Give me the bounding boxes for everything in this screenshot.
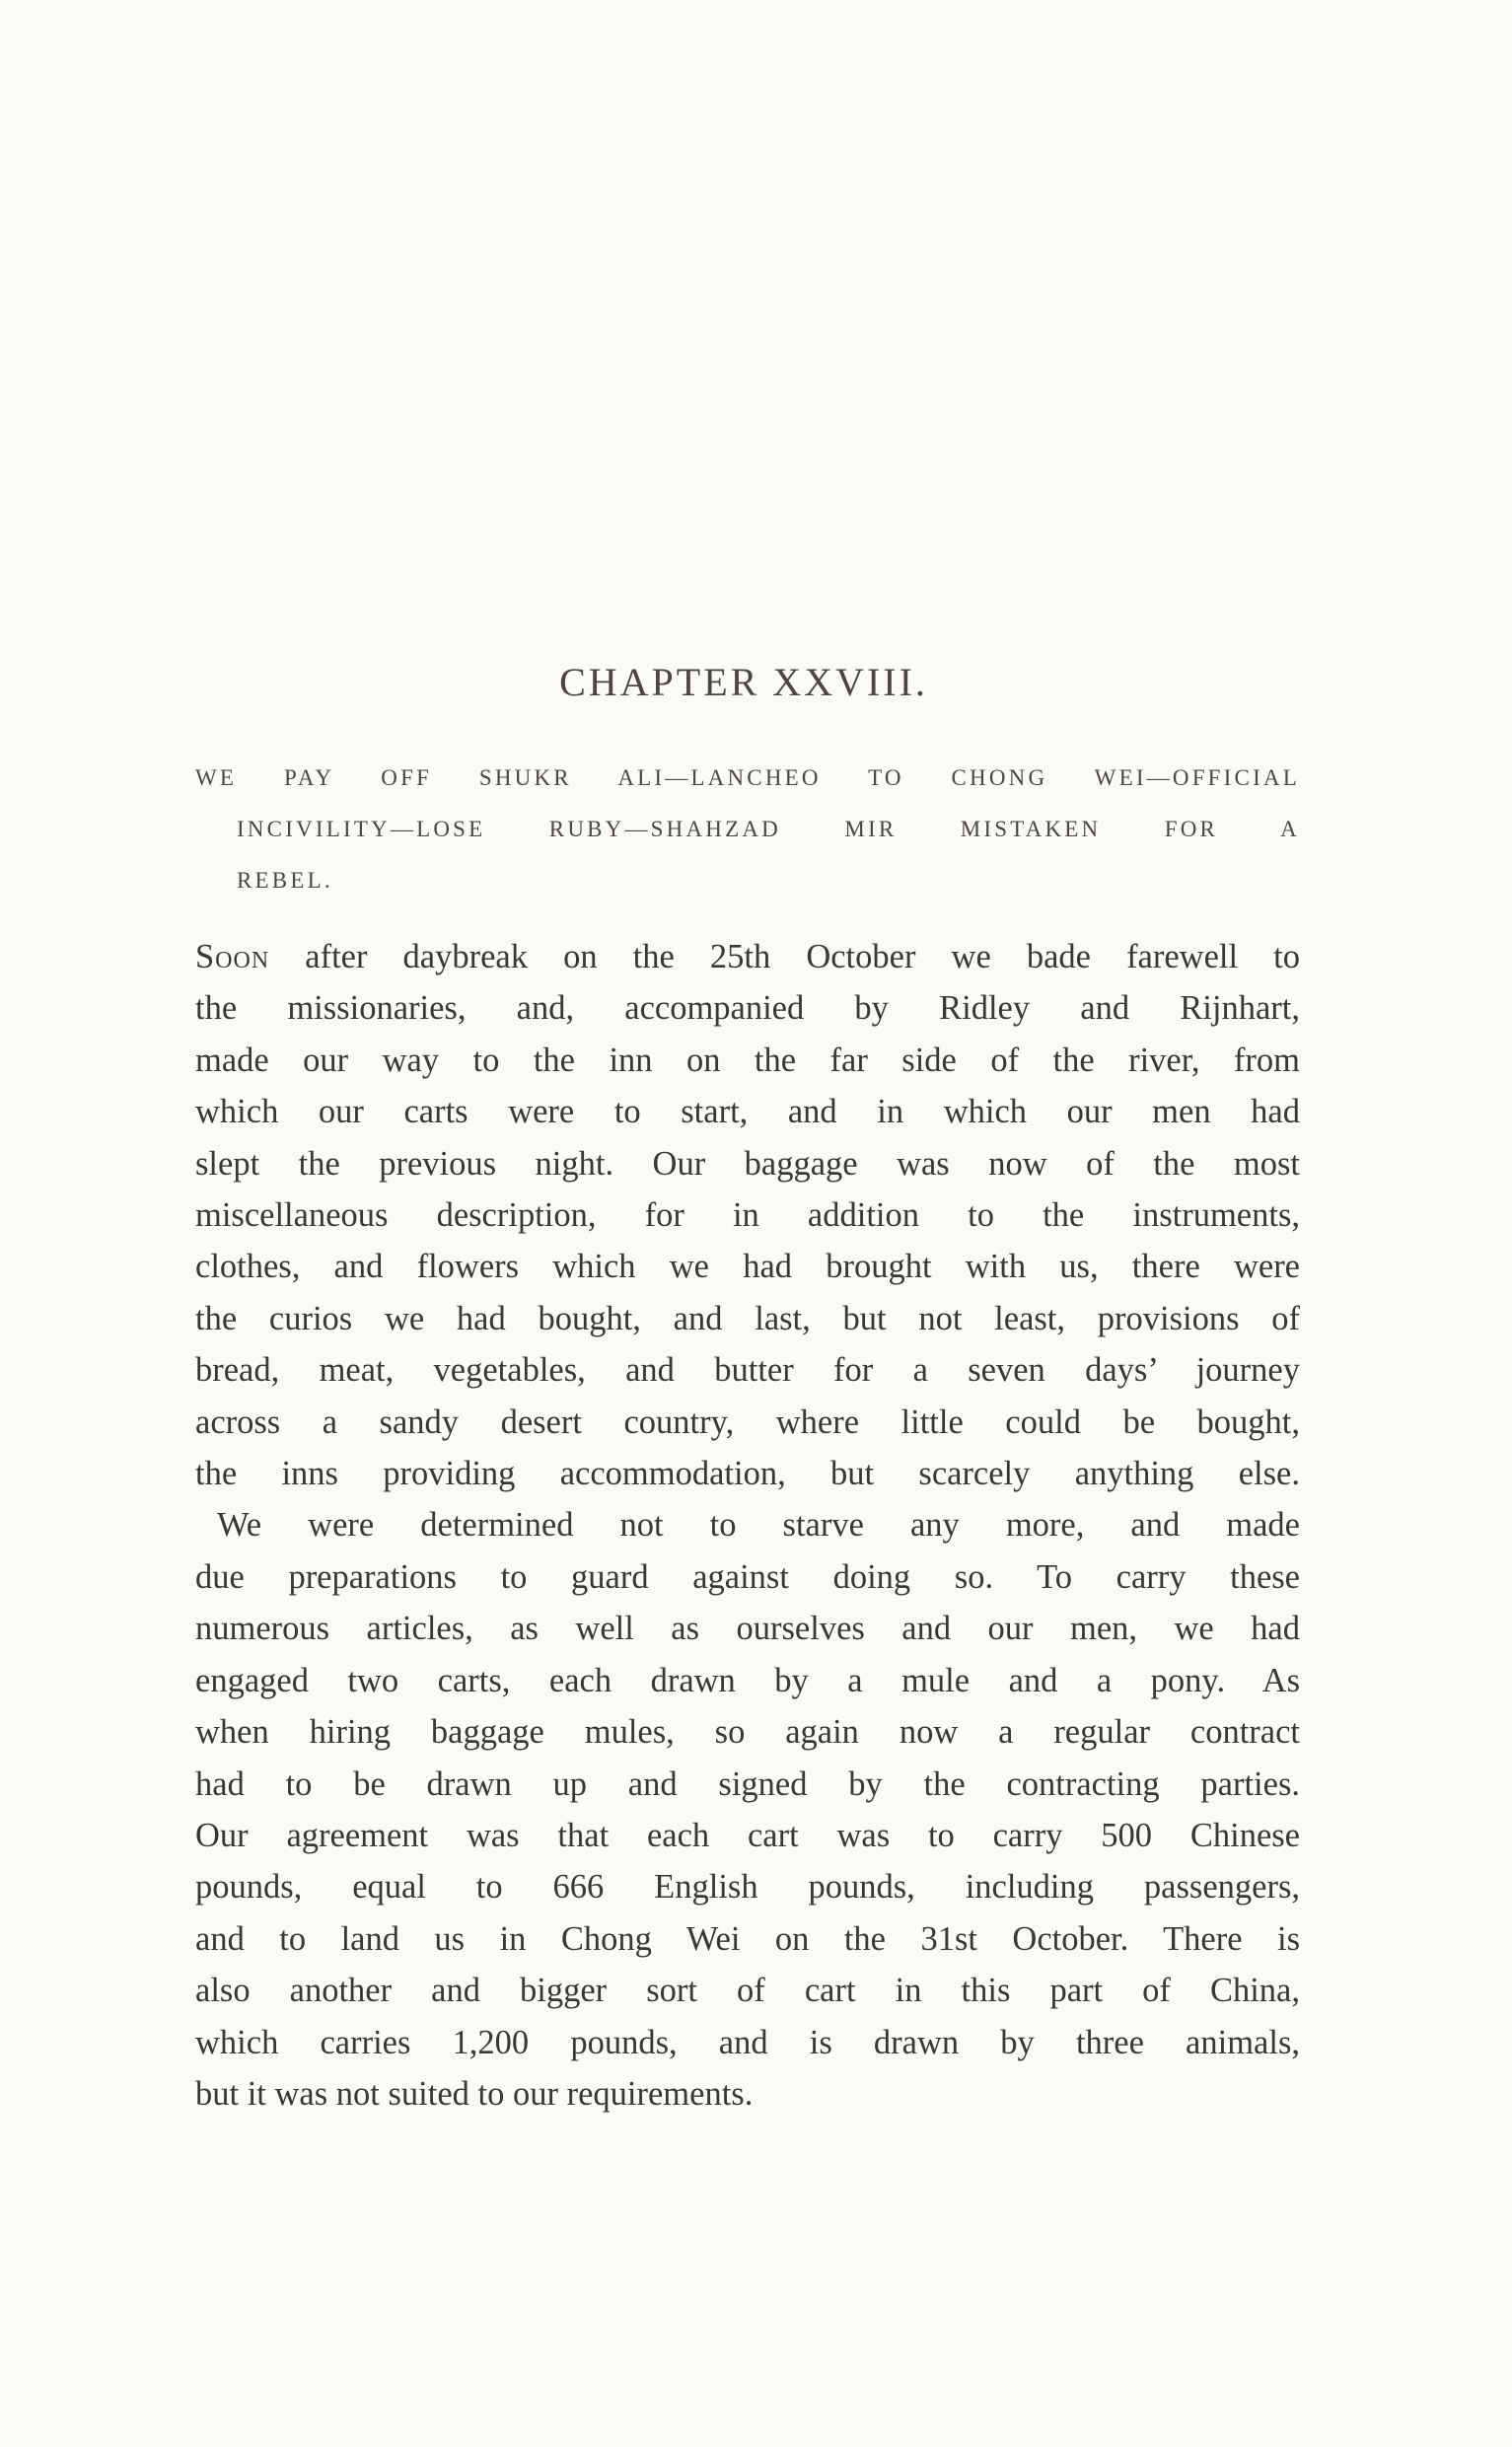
body-line: slept the previous night. Our baggage was now of the most xyxy=(195,1144,1300,1183)
chapter-title: CHAPTER XXVIII. xyxy=(559,660,928,704)
summary-line: INCIVILITY—LOSE RUBY—SHAHZAD MIR MISTAKEN FOR A xyxy=(237,817,1300,841)
drop-word: Soon xyxy=(195,938,270,975)
body-line: numerous articles, as well as ourselves and our men, we had xyxy=(195,1610,1300,1648)
body-line: which our carts were to start, and in which our men had xyxy=(195,1093,1300,1131)
body-line: pounds, equal to 666 English pounds, including passengers, xyxy=(195,1868,1300,1907)
body-line: bread, meat, vegetables, and butter for a seven days’ journey xyxy=(195,1351,1300,1390)
body-line: when hiring baggage mules, so again now a regular contract xyxy=(195,1713,1300,1752)
body-line: and to land us in Chong Wei on the 31st October. There is xyxy=(195,1919,1300,1958)
body-line: also another and bigger sort of cart in this part of China, xyxy=(195,1972,1300,2010)
body-line: across a sandy desert country, where little could be bought, xyxy=(195,1403,1300,1441)
body-line: clothes, and flowers which we had brought with us, there were xyxy=(195,1248,1300,1286)
body-line xyxy=(195,931,1300,982)
body-line: but it was not suited to our requirements. xyxy=(195,2074,754,2113)
body-line: had to be drawn up and signed by the contracting parties. xyxy=(195,1764,1300,1803)
chapter-summary xyxy=(195,753,1300,906)
body-text xyxy=(195,931,1300,2120)
body-line: which carries 1,200 pounds, and is drawn by three animals, xyxy=(195,2023,1300,2061)
body-line: miscellaneous description, for in addition to the instruments, xyxy=(195,1196,1300,1235)
summary-line: WE PAY OFF SHUKR ALI—LANCHEO TO CHONG WEI—OFFICIAL xyxy=(195,765,1300,790)
summary-line: REBEL. xyxy=(237,868,333,893)
body-line: We were determined not to starve any more, and made xyxy=(217,1506,1300,1545)
body-line: engaged two carts, each drawn by a mule and a pony. As xyxy=(195,1661,1300,1699)
body-line: the inns providing accommodation, but scarcely anything else. xyxy=(195,1455,1300,1493)
body-line: made our way to the inn on the far side of the river, from xyxy=(195,1041,1300,1079)
body-line: the missionaries, and, accompanied by Ridley and Rijnhart, xyxy=(195,989,1300,1028)
body-line-rest: after daybreak on the 25th October we bade farewell to xyxy=(269,938,1300,975)
body-line: the curios we had bought, and last, but not least, provisions of xyxy=(195,1299,1300,1337)
body-line: Our agreement was that each cart was to carry 500 Chinese xyxy=(195,1816,1300,1854)
body-line: due preparations to guard against doing so. To carry these xyxy=(195,1557,1300,1596)
